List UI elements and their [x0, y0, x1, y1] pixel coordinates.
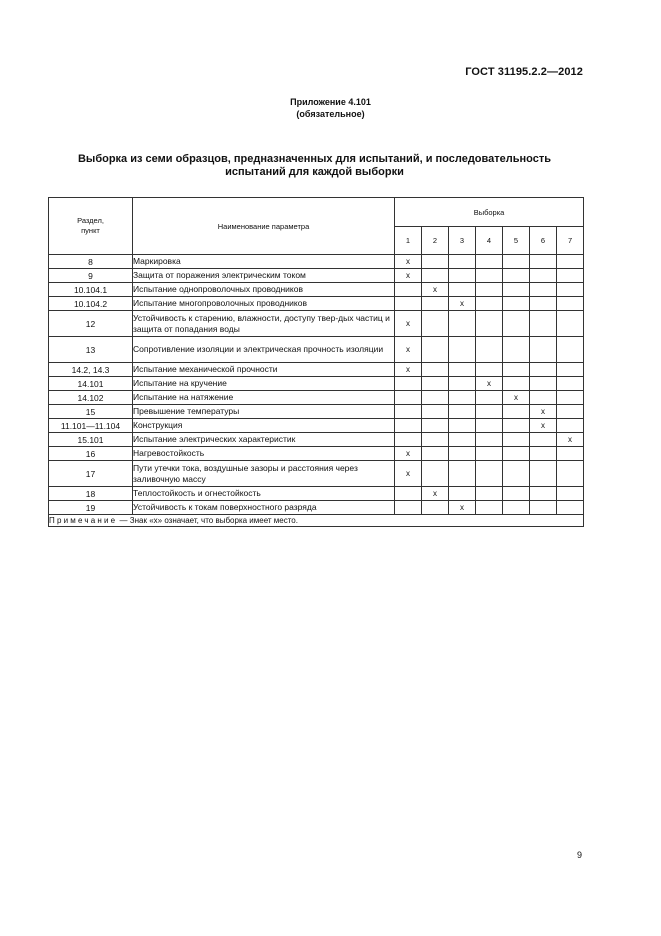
section-cell: 15 — [49, 405, 133, 419]
parameter-cell: Устойчивость к токам поверхностного разряда — [133, 501, 395, 515]
section-cell: 14.2, 14.3 — [49, 363, 133, 377]
sample-mark-cell — [395, 391, 422, 405]
sample-mark-cell — [422, 461, 449, 487]
header-sample-number: 6 — [530, 227, 557, 255]
sample-mark-cell — [503, 255, 530, 269]
table-row — [49, 405, 584, 419]
sample-mark-cell: x — [530, 419, 557, 433]
sample-mark-cell — [530, 377, 557, 391]
sample-mark-cell — [449, 363, 476, 377]
header-sample-number: 4 — [476, 227, 503, 255]
sample-test-table — [48, 197, 584, 527]
sample-mark-cell — [557, 461, 584, 487]
sample-mark-cell — [422, 297, 449, 311]
sample-mark-cell — [449, 337, 476, 363]
sample-mark-cell — [449, 283, 476, 297]
sample-mark-cell — [557, 283, 584, 297]
sample-mark-cell — [530, 487, 557, 501]
sample-mark-cell — [422, 391, 449, 405]
sample-mark-cell — [422, 377, 449, 391]
sample-mark-cell — [503, 487, 530, 501]
table-row — [49, 255, 584, 269]
sample-mark-cell — [557, 501, 584, 515]
parameter-cell: Теплостойкость и огнестойкость — [133, 487, 395, 501]
sample-mark-cell — [503, 447, 530, 461]
sample-mark-cell — [557, 447, 584, 461]
section-cell: 17 — [49, 461, 133, 487]
sample-mark-cell — [530, 391, 557, 405]
parameter-cell: Защита от поражения электрическим током — [133, 269, 395, 283]
sample-mark-cell: x — [395, 461, 422, 487]
page-number: 9 — [576, 850, 582, 860]
section-cell: 13 — [49, 337, 133, 363]
sample-mark-cell — [476, 391, 503, 405]
parameter-cell: Нагревостойкость — [133, 447, 395, 461]
header-section — [49, 198, 133, 255]
sample-mark-cell: x — [503, 391, 530, 405]
table-row — [49, 377, 584, 391]
sample-mark-cell — [476, 311, 503, 337]
parameter-cell: Устойчивость к старению, влажности, доступу твер-дых частиц и защита от попадания воды — [133, 311, 395, 337]
header-sample-number: 7 — [557, 227, 584, 255]
parameter-cell: Превышение температуры — [133, 405, 395, 419]
section-cell: 10.104.2 — [49, 297, 133, 311]
sample-mark-cell — [395, 377, 422, 391]
sample-mark-cell: x — [422, 283, 449, 297]
sample-mark-cell — [422, 255, 449, 269]
sample-mark-cell — [449, 433, 476, 447]
sample-mark-cell — [530, 255, 557, 269]
section-cell: 15.101 — [49, 433, 133, 447]
section-cell: 12 — [49, 311, 133, 337]
sample-mark-cell — [503, 283, 530, 297]
parameter-cell: Испытание многопроволочных проводников — [133, 297, 395, 311]
section-cell: 19 — [49, 501, 133, 515]
sample-mark-cell — [557, 391, 584, 405]
table-row — [49, 447, 584, 461]
parameter-cell: Пути утечки тока, воздушные зазоры и расстояния через заливочную массу — [133, 461, 395, 487]
table-row — [49, 391, 584, 405]
sample-mark-cell — [503, 461, 530, 487]
sample-mark-cell — [395, 405, 422, 419]
table-row — [49, 269, 584, 283]
sample-mark-cell — [476, 487, 503, 501]
sample-mark-cell — [503, 405, 530, 419]
table-row — [49, 433, 584, 447]
sample-mark-cell — [422, 405, 449, 419]
sample-mark-cell: x — [395, 311, 422, 337]
document-title-line-1: Выборка из семи образцов, предназначенных для испытаний, и последовательность — [77, 153, 551, 165]
sample-mark-cell — [503, 419, 530, 433]
table-row — [49, 487, 584, 501]
sample-mark-cell — [557, 255, 584, 269]
document-title — [0, 153, 629, 179]
sample-mark-cell — [530, 311, 557, 337]
sample-mark-cell — [395, 419, 422, 433]
standard-code: ГОСТ 31195.2.2—2012 — [465, 66, 583, 78]
sample-mark-cell — [449, 461, 476, 487]
header-sample-number: 5 — [503, 227, 530, 255]
header-sample: Выборка — [395, 198, 584, 227]
sample-mark-cell: x — [530, 405, 557, 419]
appendix-heading — [0, 96, 661, 120]
sample-mark-cell — [395, 487, 422, 501]
sample-mark-cell — [557, 337, 584, 363]
sample-mark-cell — [395, 501, 422, 515]
sample-mark-cell — [422, 363, 449, 377]
note-row — [49, 515, 584, 527]
sample-mark-cell: x — [449, 501, 476, 515]
section-cell: 18 — [49, 487, 133, 501]
sample-mark-cell — [557, 405, 584, 419]
sample-mark-cell — [449, 405, 476, 419]
header-sample-number: 2 — [422, 227, 449, 255]
table-row — [49, 419, 584, 433]
sample-mark-cell — [557, 269, 584, 283]
document-title-line-2: испытаний для каждой выборки — [225, 166, 404, 178]
parameter-cell: Конструкция — [133, 419, 395, 433]
sample-mark-cell — [449, 391, 476, 405]
section-cell: 16 — [49, 447, 133, 461]
sample-mark-cell — [476, 255, 503, 269]
sample-mark-cell — [449, 377, 476, 391]
sample-mark-cell — [395, 297, 422, 311]
header-sample-number: 1 — [395, 227, 422, 255]
sample-mark-cell — [557, 487, 584, 501]
sample-mark-cell — [503, 311, 530, 337]
sample-mark-cell — [557, 377, 584, 391]
sample-mark-cell — [530, 433, 557, 447]
sample-mark-cell — [422, 501, 449, 515]
section-cell: 11.101—11.104 — [49, 419, 133, 433]
sample-mark-cell: x — [557, 433, 584, 447]
sample-mark-cell — [476, 419, 503, 433]
sample-mark-cell — [449, 447, 476, 461]
sample-mark-cell — [449, 487, 476, 501]
table-row — [49, 337, 584, 363]
sample-mark-cell — [476, 433, 503, 447]
table-row — [49, 363, 584, 377]
table-row — [49, 297, 584, 311]
sample-mark-cell — [476, 447, 503, 461]
sample-mark-cell: x — [395, 337, 422, 363]
sample-mark-cell — [557, 297, 584, 311]
sample-mark-cell: x — [395, 255, 422, 269]
section-cell: 14.101 — [49, 377, 133, 391]
sample-mark-cell — [476, 461, 503, 487]
sample-mark-cell — [449, 269, 476, 283]
sample-mark-cell — [422, 433, 449, 447]
table-row — [49, 283, 584, 297]
sample-mark-cell: x — [395, 363, 422, 377]
section-cell: 10.104.1 — [49, 283, 133, 297]
sample-mark-cell — [449, 419, 476, 433]
sample-mark-cell — [476, 501, 503, 515]
table-row — [49, 501, 584, 515]
header-sample-number: 3 — [449, 227, 476, 255]
section-cell: 9 — [49, 269, 133, 283]
sample-mark-cell — [503, 377, 530, 391]
sample-mark-cell — [422, 311, 449, 337]
header-section-line-1: Раздел, — [77, 216, 104, 225]
sample-mark-cell — [422, 447, 449, 461]
appendix-status: (обязательное) — [296, 109, 365, 119]
sample-mark-cell — [449, 255, 476, 269]
sample-mark-cell — [476, 269, 503, 283]
sample-mark-cell — [422, 269, 449, 283]
sample-mark-cell — [557, 419, 584, 433]
sample-mark-cell — [530, 461, 557, 487]
sample-mark-cell — [503, 269, 530, 283]
sample-mark-cell — [530, 447, 557, 461]
sample-mark-cell — [557, 311, 584, 337]
parameter-cell: Сопротивление изоляции и электрическая прочность изоляции — [133, 337, 395, 363]
table-row — [49, 311, 584, 337]
sample-mark-cell — [557, 363, 584, 377]
sample-mark-cell: x — [395, 269, 422, 283]
parameter-cell: Испытание электрических характеристик — [133, 433, 395, 447]
sample-mark-cell — [530, 337, 557, 363]
header-parameter: Наименование параметра — [133, 198, 395, 255]
section-cell: 8 — [49, 255, 133, 269]
parameter-cell: Испытание однопроволочных проводников — [133, 283, 395, 297]
sample-mark-cell — [530, 501, 557, 515]
table-note — [49, 515, 584, 527]
sample-mark-cell — [530, 269, 557, 283]
sample-mark-cell — [476, 297, 503, 311]
appendix-title: Приложение 4.101 — [290, 97, 371, 107]
sample-mark-cell: x — [422, 487, 449, 501]
parameter-cell: Маркировка — [133, 255, 395, 269]
sample-mark-cell — [503, 501, 530, 515]
header-section-line-2: пункт — [81, 226, 100, 235]
sample-mark-cell — [395, 283, 422, 297]
note-text: — Знак «х» означает, что выборка имеет место. — [119, 516, 298, 525]
sample-mark-cell — [476, 283, 503, 297]
sample-mark-cell: x — [476, 377, 503, 391]
sample-mark-cell — [530, 283, 557, 297]
sample-mark-cell — [503, 363, 530, 377]
parameter-cell: Испытание на натяжение — [133, 391, 395, 405]
section-cell: 14.102 — [49, 391, 133, 405]
sample-mark-cell — [530, 363, 557, 377]
sample-mark-cell — [476, 363, 503, 377]
note-lead: Примечание — [49, 516, 118, 525]
sample-mark-cell — [476, 405, 503, 419]
sample-mark-cell — [503, 337, 530, 363]
sample-mark-cell — [503, 433, 530, 447]
table-row — [49, 461, 584, 487]
sample-mark-cell — [503, 297, 530, 311]
sample-mark-cell — [476, 337, 503, 363]
parameter-cell: Испытание механической прочности — [133, 363, 395, 377]
sample-mark-cell — [449, 311, 476, 337]
sample-mark-cell — [395, 433, 422, 447]
sample-mark-cell — [422, 337, 449, 363]
parameter-cell: Испытание на кручение — [133, 377, 395, 391]
sample-mark-cell: x — [395, 447, 422, 461]
sample-mark-cell: x — [449, 297, 476, 311]
sample-mark-cell — [530, 297, 557, 311]
sample-mark-cell — [422, 419, 449, 433]
